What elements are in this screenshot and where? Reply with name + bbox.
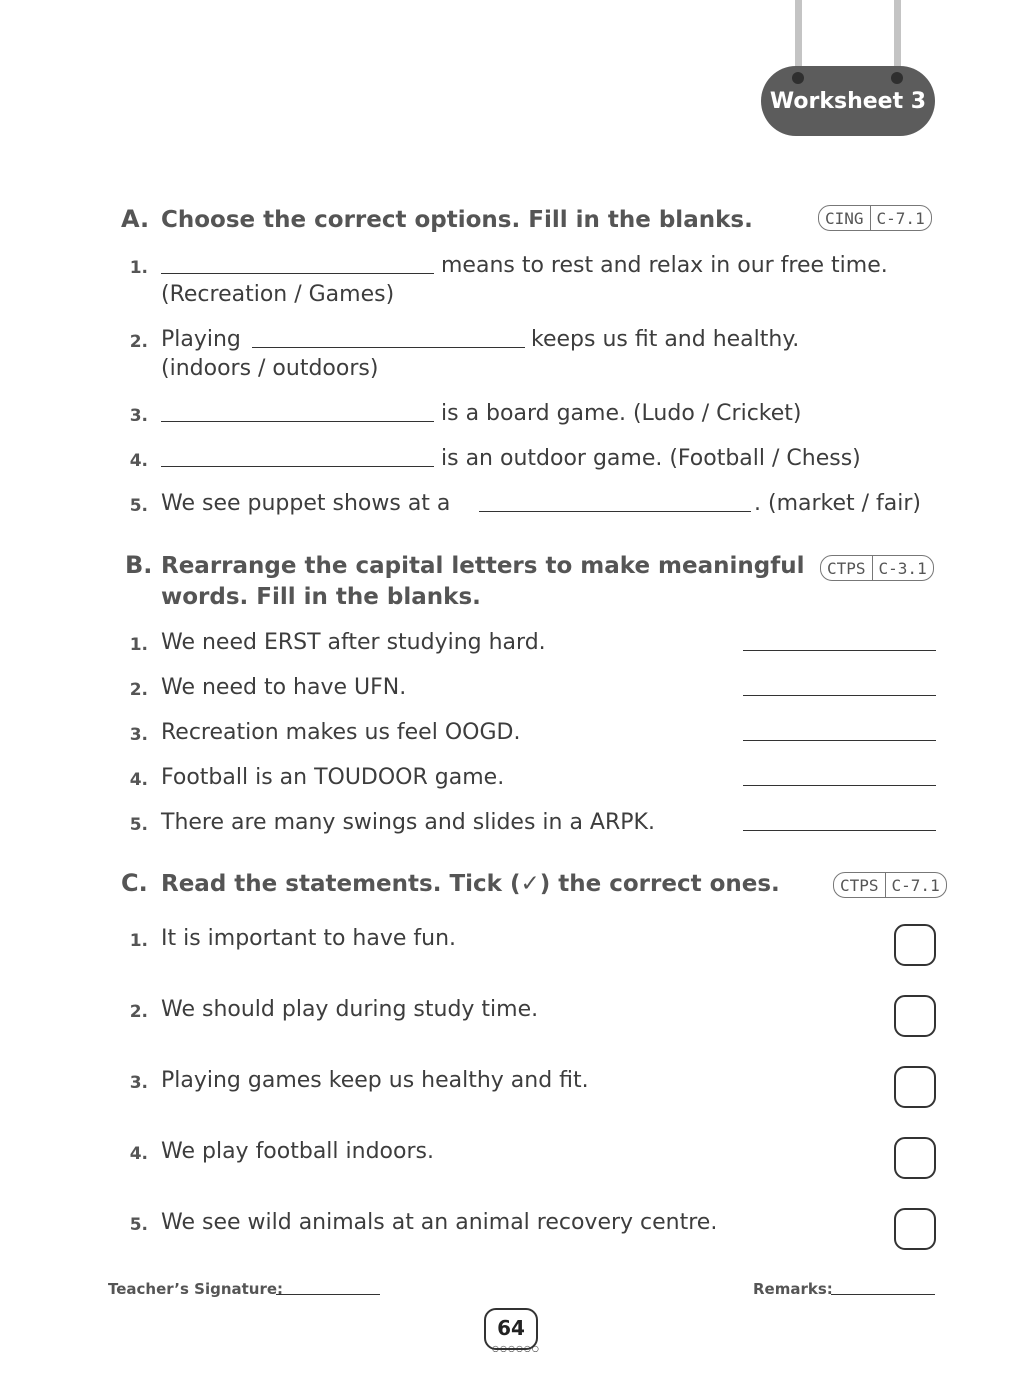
signature-blank[interactable]: [276, 1294, 380, 1295]
item-number: 2.: [129, 332, 148, 352]
item-number: 3.: [129, 725, 148, 745]
fill-blank[interactable]: [479, 511, 751, 512]
section-a-title: Choose the correct options. Fill in the blanks.: [161, 207, 753, 233]
section-c-badge: [833, 872, 947, 898]
item-text: is a board game. (Ludo / Cricket): [441, 401, 802, 426]
item-number: 1.: [129, 931, 148, 951]
hanger-dot-left: [792, 72, 804, 84]
item-options: (Recreation / Games): [161, 282, 395, 307]
item-text: . (market / fair): [754, 491, 922, 516]
item-text: is an outdoor game. (Football / Chess): [441, 446, 861, 471]
statement-text: We see wild animals at an animal recovery centre.: [161, 1210, 718, 1235]
item-options: (indoors / outdoors): [161, 356, 379, 381]
item-number: 5.: [129, 1215, 148, 1235]
item-number: 4.: [129, 1144, 148, 1164]
item-text: Football is an TOUDOOR game.: [161, 765, 505, 790]
item-number: 5.: [129, 815, 148, 835]
item-number: 5.: [129, 496, 148, 516]
item-number: 3.: [129, 1073, 148, 1093]
badge-skill: CTPS: [827, 558, 866, 578]
section-b-title-line1: Rearrange the capital letters to make meaningful: [161, 553, 805, 579]
worksheet-tag: [761, 66, 935, 136]
tick-checkbox[interactable]: [894, 1208, 936, 1250]
statement-text: We play football indoors.: [161, 1139, 434, 1164]
answer-blank[interactable]: [743, 695, 936, 696]
item-text: There are many swings and slides in a ARPK.: [161, 810, 655, 835]
item-number: 1.: [129, 635, 148, 655]
badge-skill: CTPS: [840, 875, 879, 895]
tick-checkbox[interactable]: [894, 1066, 936, 1108]
teacher-signature-label: Teacher’s Signature:: [108, 1280, 284, 1298]
answer-blank[interactable]: [743, 650, 936, 651]
item-number: 4.: [129, 770, 148, 790]
item-text: We need to have UFN.: [161, 675, 407, 700]
badge-code: C-7.1: [885, 873, 946, 897]
item-text: Recreation makes us feel OOGD.: [161, 720, 521, 745]
answer-blank[interactable]: [743, 785, 936, 786]
item-number: 4.: [129, 451, 148, 471]
tick-checkbox[interactable]: [894, 995, 936, 1037]
item-text: We see puppet shows at a: [161, 491, 451, 516]
fill-blank[interactable]: [161, 421, 434, 422]
item-text: keeps us fit and healthy.: [531, 327, 800, 352]
statement-text: We should play during study time.: [161, 997, 539, 1022]
section-b-letter: B.: [125, 551, 153, 579]
item-number: 3.: [129, 406, 148, 426]
section-c-title: Read the statements. Tick (✓) the correct ones.: [161, 871, 780, 897]
item-text: means to rest and relax in our free time.: [441, 253, 888, 278]
item-text: We need ERST after studying hard.: [161, 630, 546, 655]
tick-checkbox[interactable]: [894, 1137, 936, 1179]
item-text: Playing: [161, 327, 241, 352]
fill-blank[interactable]: [252, 347, 525, 348]
section-a-badge: [818, 205, 932, 231]
remarks-blank[interactable]: [831, 1294, 935, 1295]
section-a-letter: A.: [121, 205, 150, 233]
item-number: 2.: [129, 1002, 148, 1022]
item-number: 1.: [129, 258, 148, 278]
badge-code: C-3.1: [872, 556, 933, 580]
answer-blank[interactable]: [743, 740, 936, 741]
fill-blank[interactable]: [161, 466, 434, 467]
hanger-dot-right: [891, 72, 903, 84]
remarks-label: Remarks:: [753, 1280, 833, 1298]
page-number-text: 64: [497, 1316, 525, 1340]
badge-code: C-7.1: [870, 206, 931, 230]
answer-blank[interactable]: [743, 830, 936, 831]
section-b-badge: [820, 555, 934, 581]
statement-text: It is important to have fun.: [161, 926, 457, 951]
section-c-letter: C.: [121, 869, 148, 897]
tick-checkbox[interactable]: [894, 924, 936, 966]
item-number: 2.: [129, 680, 148, 700]
fill-blank[interactable]: [161, 273, 434, 274]
page-number-dots: ○○○○○○: [492, 1344, 540, 1353]
worksheet-label: Worksheet 3: [769, 88, 927, 114]
badge-skill: CING: [825, 208, 864, 228]
section-b-title-line2: words. Fill in the blanks.: [161, 584, 481, 610]
statement-text: Playing games keep us healthy and fit.: [161, 1068, 589, 1093]
